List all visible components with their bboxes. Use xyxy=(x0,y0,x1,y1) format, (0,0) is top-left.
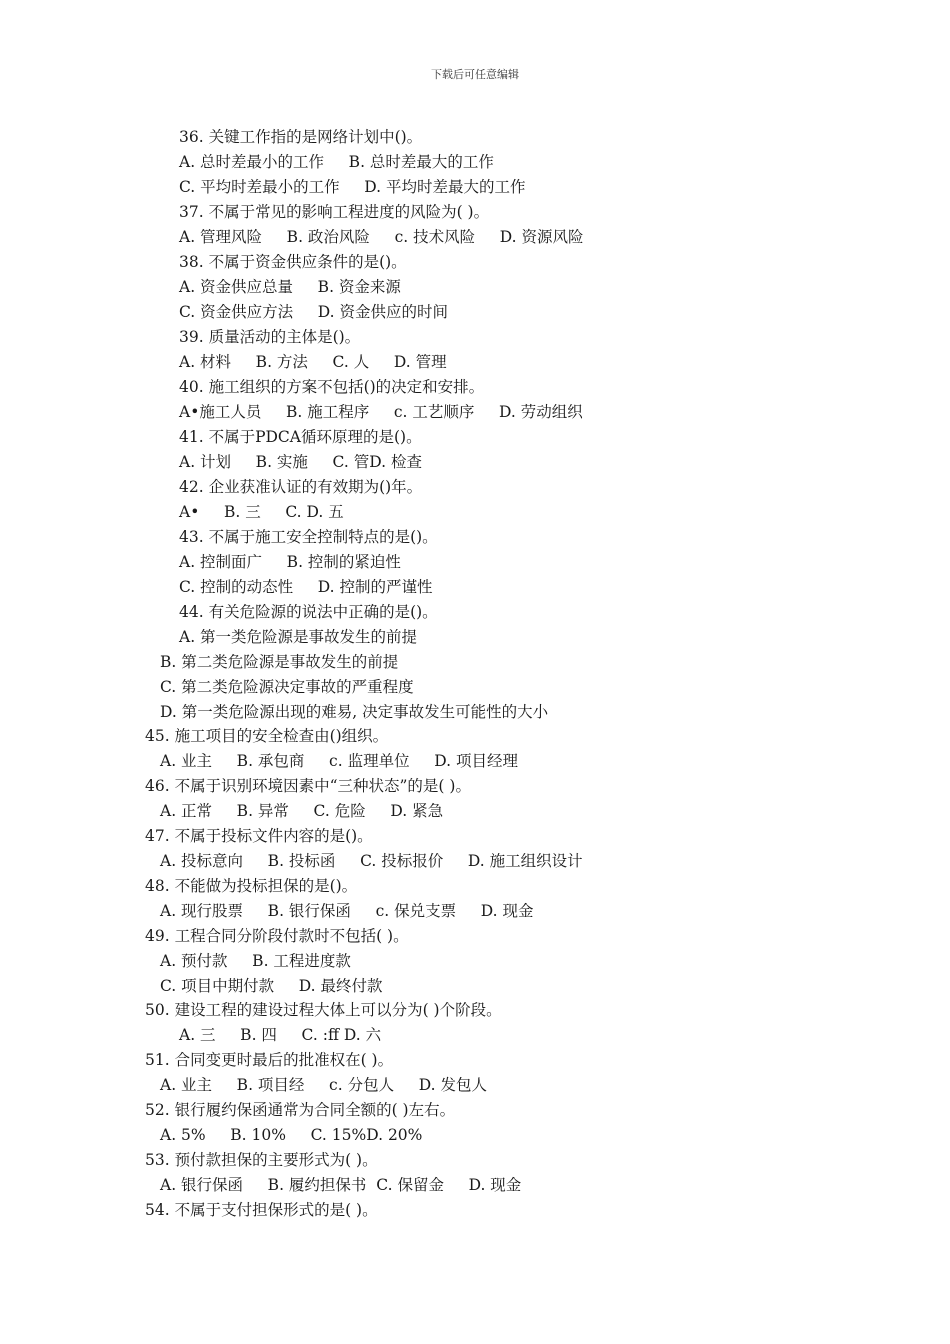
question-52: 52. 银行履约保函通常为合同全额的( )左右。 xyxy=(145,1101,456,1119)
options-48: A. 现行股票 B. 银行保函 c. 保兑支票 D. 现金 xyxy=(160,902,534,920)
options-43-cd: C. 控制的动态性 D. 控制的严谨性 xyxy=(179,578,433,596)
options-39: A. 材料 B. 方法 C. 人 D. 管理 xyxy=(179,353,447,371)
question-45: 45. 施工项目的安全检查由()组织。 xyxy=(145,727,389,745)
options-53: A. 银行保函 B. 履约担保书 C. 保留金 D. 现金 xyxy=(160,1176,522,1194)
options-40: A•施工人员 B. 施工程序 c. 工艺顺序 D. 劳动组织 xyxy=(179,403,583,421)
options-36-ab: A. 总时差最小的工作 B. 总时差最大的工作 xyxy=(179,153,494,171)
question-50: 50. 建设工程的建设过程大体上可以分为( )个阶段。 xyxy=(145,1001,502,1019)
options-45: A. 业主 B. 承包商 c. 监理单位 D. 项目经理 xyxy=(160,752,518,770)
question-38: 38. 不属于资金供应条件的是()。 xyxy=(179,253,407,271)
options-37: A. 管理风险 B. 政治风险 c. 技术风险 D. 资源风险 xyxy=(179,228,584,246)
options-50: A. 三 B. 四 C. :ff D. 六 xyxy=(179,1026,382,1044)
options-38-ab: A. 资金供应总量 B. 资金来源 xyxy=(179,278,401,296)
page-header: 下载后可任意编辑 xyxy=(431,68,519,81)
options-41: A. 计划 B. 实施 C. 管D. 检查 xyxy=(179,453,422,471)
question-49: 49. 工程合同分阶段付款时不包括( )。 xyxy=(145,927,409,945)
options-36-cd: C. 平均时差最小的工作 D. 平均时差最大的工作 xyxy=(179,178,526,196)
question-37: 37. 不属于常见的影响工程进度的风险为( )。 xyxy=(179,203,490,221)
question-39: 39. 质量活动的主体是()。 xyxy=(179,328,361,346)
options-51: A. 业主 B. 项目经 c. 分包人 D. 发包人 xyxy=(160,1076,487,1094)
options-42: A• B. 三 C. D. 五 xyxy=(179,503,344,521)
question-41: 41. 不属于PDCA循环原理的是()。 xyxy=(179,428,422,446)
options-38-cd: C. 资金供应方法 D. 资金供应的时间 xyxy=(179,303,449,321)
options-43-ab: A. 控制面广 B. 控制的紧迫性 xyxy=(179,553,401,571)
option-44-d: D. 第一类危险源出现的难易, 决定事故发生可能性的大小 xyxy=(160,703,549,721)
question-46: 46. 不属于识别环境因素中“三种状态”的是( )。 xyxy=(145,777,471,795)
options-52: A. 5% B. 10% C. 15%D. 20% xyxy=(160,1126,423,1144)
question-43: 43. 不属于施工安全控制特点的是()。 xyxy=(179,528,438,546)
option-44-c: C. 第二类危险源决定事故的严重程度 xyxy=(160,678,414,696)
question-47: 47. 不属于投标文件内容的是()。 xyxy=(145,827,373,845)
question-44: 44. 有关危险源的说法中正确的是()。 xyxy=(179,603,438,621)
options-47: A. 投标意向 B. 投标函 C. 投标报价 D. 施工组织设计 xyxy=(160,852,583,870)
question-42: 42. 企业获准认证的有效期为()年。 xyxy=(179,478,423,496)
options-49-cd: C. 项目中期付款 D. 最终付款 xyxy=(160,977,383,995)
question-40: 40. 施工组织的方案不包括()的决定和安排。 xyxy=(179,378,485,396)
question-36: 36. 关键工作指的是网络计划中()。 xyxy=(179,128,423,146)
question-53: 53. 预付款担保的主要形式为( )。 xyxy=(145,1151,378,1169)
question-54: 54. 不属于支付担保形式的是( )。 xyxy=(145,1201,378,1219)
options-49-ab: A. 预付款 B. 工程进度款 xyxy=(160,952,351,970)
question-48: 48. 不能做为投标担保的是()。 xyxy=(145,877,358,895)
options-46: A. 正常 B. 异常 C. 危险 D. 紧急 xyxy=(160,802,444,820)
option-44-b: B. 第二类危险源是事故发生的前提 xyxy=(160,653,399,671)
question-51: 51. 合同变更时最后的批准权在( )。 xyxy=(145,1051,394,1069)
option-44-a: A. 第一类危险源是事故发生的前提 xyxy=(179,628,418,646)
